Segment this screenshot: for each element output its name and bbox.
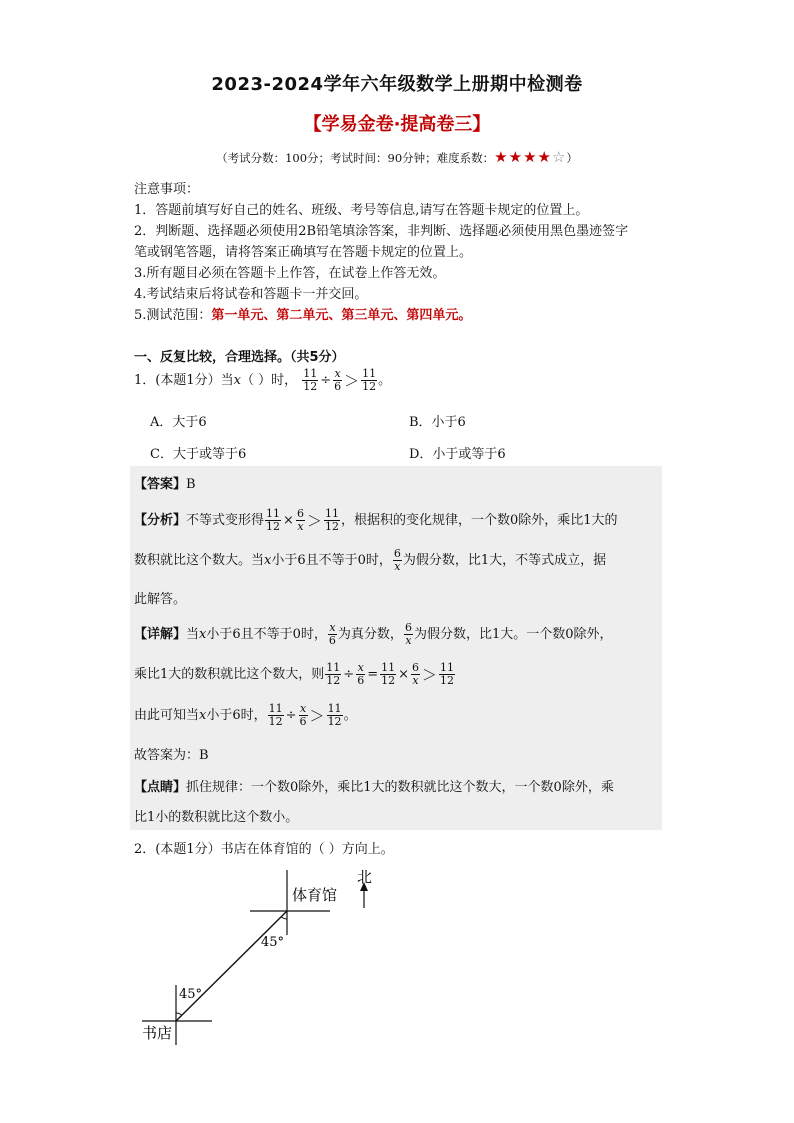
multiply-sign: × (283, 513, 294, 528)
answer-tag: 【答案】 (134, 477, 187, 492)
analysis-text: 数积就比这个数大。当 (134, 553, 265, 568)
fraction (361, 368, 377, 393)
numerator: 11 (268, 702, 283, 715)
divide-sign: ÷ (343, 667, 355, 682)
numerator: 6 (404, 621, 412, 634)
q1-stem-prefix: 1．(本题1分）当 (134, 373, 234, 388)
detail-text: 小于6且不等于0时， (206, 627, 327, 642)
denominator: 12 (324, 520, 339, 533)
numerator: 11 (362, 367, 377, 380)
angle-arc-bottom (176, 1013, 182, 1015)
scope-label: 5.测试范围： (134, 308, 212, 323)
analysis-text: 不等式变形得 (186, 513, 265, 528)
fraction (380, 662, 396, 687)
detail-text: 为假分数，比1大。一个数0除外， (413, 627, 613, 642)
note-item: 1．答题前填写好自己的姓名、班级、考号等信息,请写在答题卡规定的位置上。 (134, 203, 589, 218)
multiply-sign: × (398, 667, 409, 682)
q1-detail-line-1 (134, 622, 612, 647)
denominator: 12 (362, 380, 377, 393)
tip-text: 抓住规律：一个数0除外，乘比1大的数积就比这个数大，一个数0除外，乘 (186, 780, 614, 795)
denominator: 12 (268, 715, 283, 728)
analysis-text: 为假分数，比1大，不等式成立，据 (402, 553, 607, 568)
equals-sign: = (367, 667, 379, 682)
variable-x: x (199, 708, 207, 723)
detail-tag: 【详解】 (134, 627, 187, 642)
fraction (268, 703, 284, 728)
q1-stem-end: 。 (378, 373, 392, 388)
variable-x: x (199, 627, 207, 642)
numerator: 11 (326, 661, 341, 674)
q1-option-d[interactable]: D．小于或等于6 (409, 447, 506, 462)
fraction (333, 368, 342, 393)
numerator: 11 (381, 661, 396, 674)
bookstore-label: 书店 (142, 1024, 173, 1042)
denominator: 12 (326, 674, 341, 687)
meta-suffix: ） (566, 151, 578, 165)
fraction (265, 508, 281, 533)
numerator: x (357, 661, 364, 674)
angle-arc-top (281, 917, 287, 919)
q1-tip-line-2: 比1小的数积就比这个数小。 (134, 810, 299, 825)
note-item: 笔或钢笔答题，请将答案正确填写在答题卡规定的位置上。 (134, 245, 473, 260)
detail-text: 当 (186, 627, 200, 642)
answer-value: B (186, 477, 196, 492)
q1-analysis-line-1 (134, 508, 618, 533)
fraction (327, 703, 343, 728)
numerator: x (329, 621, 336, 634)
greater-than-sign: ＞ (344, 372, 360, 390)
section-heading: 一、反复比较，合理选择。（共5分） (134, 350, 345, 365)
q1-analysis-line-2 (134, 548, 606, 573)
denominator: 6 (328, 634, 336, 647)
angle-label-top: 45° (261, 935, 285, 950)
q1-stem (134, 368, 391, 393)
denominator: 6 (299, 715, 307, 728)
tip-tag: 【点睛】 (134, 780, 187, 795)
numerator: 11 (303, 367, 318, 380)
q1-option-b[interactable]: B．小于6 (409, 415, 466, 430)
empty-star-icon: ☆ (551, 148, 567, 166)
numerator: x (299, 702, 307, 715)
denominator: 6 (357, 674, 365, 687)
fraction (302, 368, 318, 393)
difficulty-stars (494, 148, 566, 166)
denominator: x (412, 674, 419, 687)
numerator: 6 (296, 507, 304, 520)
divide-sign: ÷ (285, 708, 297, 723)
note-item: 2．判断题、选择题必须使用2B铅笔填涂答案，非判断、选择题必须使用黑色墨迹签字 (134, 224, 629, 239)
fraction (411, 662, 420, 687)
q1-stem-var: x (233, 373, 241, 388)
denominator: 12 (303, 380, 318, 393)
denominator: x (394, 560, 401, 573)
q1-detail-line-2 (134, 662, 456, 687)
meta-prefix: （考试分数：100分；考试时间：90分钟；难度系数： (216, 151, 495, 165)
denominator: 12 (440, 674, 455, 687)
q1-stem-mid: （ ）时， (240, 373, 298, 388)
greater-than-sign: ＞ (306, 512, 322, 530)
fraction (393, 548, 402, 573)
fraction (325, 662, 341, 687)
gym-label: 体育馆 (292, 886, 338, 904)
numerator: 6 (393, 547, 401, 560)
detail-text: 乘比1大的数积就比这个数大，则 (134, 667, 325, 682)
angle-label-bottom: 45° (179, 987, 203, 1002)
q2-stem: 2．(本题1分）书店在体育馆的（ ）方向上。 (134, 842, 394, 857)
numerator: 11 (327, 702, 342, 715)
numerator: x (334, 367, 341, 380)
denominator: x (405, 634, 412, 647)
fraction (296, 508, 305, 533)
q1-option-c[interactable]: C．大于或等于6 (150, 447, 247, 462)
fraction (324, 508, 340, 533)
q1-detail-line-3 (134, 703, 357, 728)
north-label: 北 (357, 868, 373, 886)
detail-text: 。 (343, 708, 357, 723)
filled-star-icons: ★★★★ (494, 148, 552, 166)
q1-tip-line-1 (134, 776, 614, 795)
numerator: 11 (266, 507, 281, 520)
divide-sign: ÷ (320, 373, 332, 388)
greater-than-sign: ＞ (309, 707, 325, 725)
greater-than-sign: ＞ (422, 666, 438, 684)
denominator: 6 (334, 380, 342, 393)
detail-text: 小于6时， (206, 708, 267, 723)
numerator: 11 (324, 507, 339, 520)
direction-diagram (130, 860, 390, 1060)
q1-final-answer: 故答案为：B (134, 748, 209, 763)
fraction (299, 703, 308, 728)
fraction (328, 622, 337, 647)
q1-option-a[interactable]: A．大于6 (150, 415, 207, 430)
scope-value: 第一单元、第二单元、第三单元、第四单元。 (211, 308, 472, 323)
note-item: 3.所有题目必须在答题卡上作答，在试卷上作答无效。 (134, 266, 446, 281)
denominator: 12 (381, 674, 396, 687)
denominator: 12 (266, 520, 281, 533)
numerator: 6 (412, 661, 419, 674)
page-title: 2023-2024学年六年级数学上册期中检测卷 (211, 74, 583, 95)
denominator: 12 (327, 715, 342, 728)
exam-meta (0, 148, 794, 166)
variable-x: x (264, 553, 272, 568)
q1-answer (134, 473, 196, 492)
denominator: x (297, 520, 304, 533)
notes-heading: 注意事项： (134, 182, 200, 197)
q1-analysis-line-3: 此解答。 (134, 592, 187, 607)
fraction (356, 662, 365, 687)
note-scope (134, 304, 471, 323)
connecting-line (176, 911, 287, 1021)
fraction (439, 662, 455, 687)
analysis-tag: 【分析】 (134, 513, 187, 528)
page-subtitle: 【学易金卷·提高卷三】 (303, 114, 491, 135)
analysis-text: 小于6且不等于0时， (271, 553, 392, 568)
detail-text: 由此可知当 (134, 708, 200, 723)
detail-text: 为真分数， (337, 627, 403, 642)
fraction (404, 622, 413, 647)
analysis-text: ，根据积的变化规律，一个数0除外，乘比1大的 (340, 513, 618, 528)
note-item: 4.考试结束后将试卷和答题卡一并交回。 (134, 287, 368, 302)
numerator: 11 (440, 661, 455, 674)
